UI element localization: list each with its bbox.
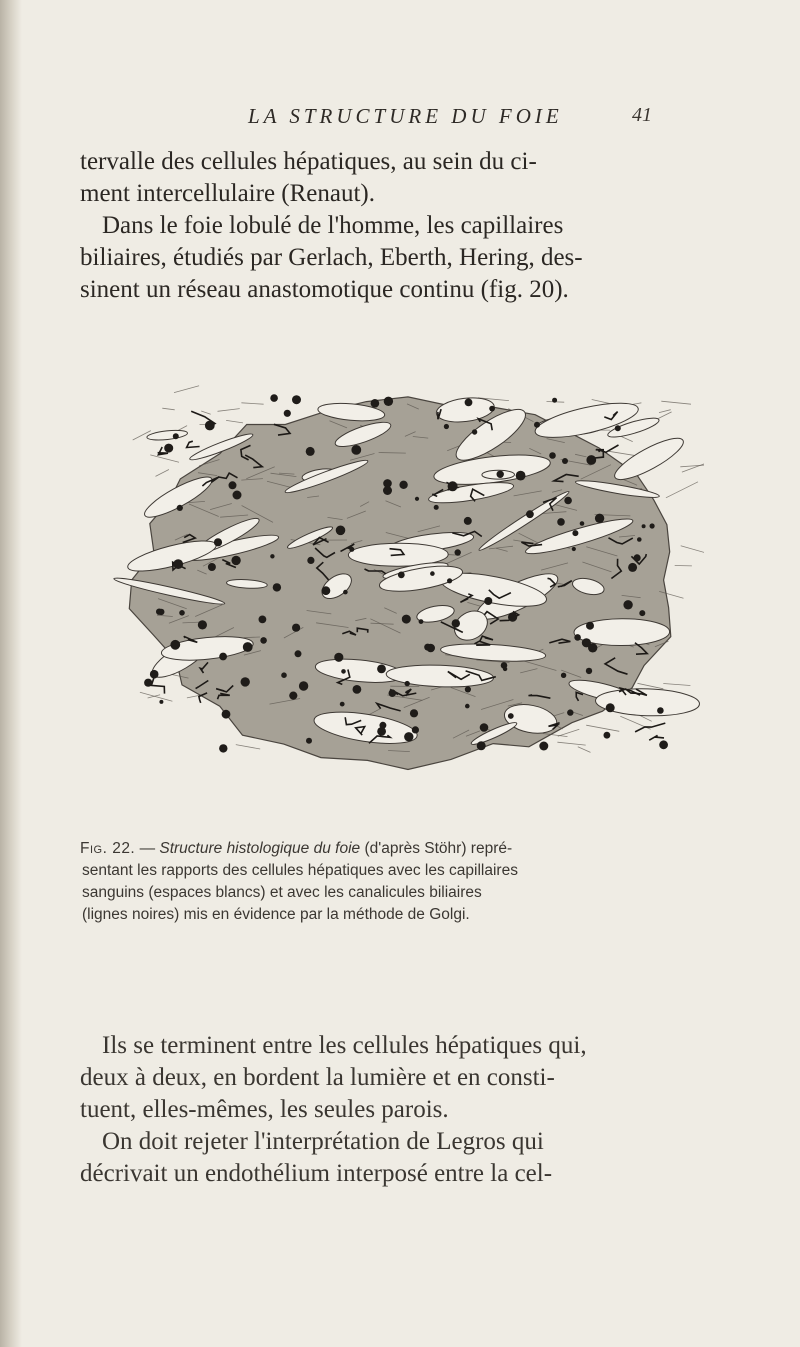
cell-nucleus bbox=[284, 410, 291, 417]
text-line: décrivait un endothélium interposé entre la cel- bbox=[80, 1160, 553, 1187]
cell-nucleus bbox=[508, 713, 514, 719]
cell-nucleus bbox=[615, 425, 621, 431]
hatch-line bbox=[150, 455, 179, 462]
text-line: deux à deux, en bordent la lumière et en consti- bbox=[80, 1064, 555, 1091]
cell-nucleus bbox=[484, 597, 492, 605]
cell-nucleus bbox=[444, 424, 449, 429]
cell-nucleus bbox=[526, 510, 534, 518]
histology-figure bbox=[112, 368, 704, 780]
cell-nucleus bbox=[650, 523, 655, 528]
cell-nucleus bbox=[383, 486, 392, 495]
cell-nucleus bbox=[657, 707, 664, 714]
bile-canaliculus bbox=[151, 678, 164, 694]
cell-nucleus bbox=[564, 497, 572, 505]
text-line: tuent, elles-mêmes, les seules parois. bbox=[80, 1096, 449, 1123]
cell-nucleus bbox=[399, 481, 407, 489]
cell-nucleus bbox=[659, 740, 668, 749]
hatch-line bbox=[666, 482, 698, 498]
cell-nucleus bbox=[219, 653, 227, 661]
hatch-line bbox=[681, 546, 704, 554]
cell-nucleus bbox=[412, 726, 419, 733]
hatch-line bbox=[661, 401, 691, 404]
text-line: Dans le foie lobulé de l'homme, les capillaires bbox=[102, 212, 564, 239]
cell-nucleus bbox=[419, 619, 424, 624]
cell-nucleus bbox=[465, 686, 471, 692]
cell-nucleus bbox=[150, 670, 159, 679]
cell-nucleus bbox=[159, 700, 163, 704]
hatch-line bbox=[162, 408, 174, 410]
cell-nucleus bbox=[398, 572, 405, 579]
page-binding-edge bbox=[0, 0, 22, 1347]
cell-nucleus bbox=[637, 537, 642, 542]
hatch-line bbox=[637, 683, 663, 689]
hatch-line bbox=[218, 409, 240, 412]
cell-nucleus bbox=[539, 742, 548, 751]
paragraph-bottom bbox=[80, 1030, 730, 1190]
cell-nucleus bbox=[343, 590, 348, 595]
cell-nucleus bbox=[205, 421, 215, 431]
cell-nucleus bbox=[561, 673, 566, 678]
cell-nucleus bbox=[410, 709, 418, 717]
cell-nucleus bbox=[634, 554, 641, 561]
cell-nucleus bbox=[586, 668, 592, 674]
cell-nucleus bbox=[164, 444, 173, 453]
cell-nucleus bbox=[233, 491, 242, 500]
cell-nucleus bbox=[229, 481, 237, 489]
cell-nucleus bbox=[307, 557, 314, 564]
cell-nucleus bbox=[405, 681, 410, 686]
cell-nucleus bbox=[353, 685, 362, 694]
cell-nucleus bbox=[295, 650, 302, 657]
cell-nucleus bbox=[270, 394, 278, 402]
cell-nucleus bbox=[273, 583, 281, 591]
cell-nucleus bbox=[158, 609, 164, 615]
cell-nucleus bbox=[219, 744, 227, 752]
hatch-line bbox=[557, 742, 585, 745]
cell-nucleus bbox=[384, 397, 393, 406]
cell-nucleus bbox=[241, 677, 250, 686]
cell-nucleus bbox=[516, 471, 526, 481]
cell-nucleus bbox=[580, 521, 585, 526]
cell-nucleus bbox=[642, 524, 646, 528]
hatch-line bbox=[140, 692, 173, 701]
cell-nucleus bbox=[582, 638, 591, 647]
cell-nucleus bbox=[508, 613, 517, 622]
cell-nucleus bbox=[497, 471, 504, 478]
cell-nucleus bbox=[198, 620, 207, 629]
cell-nucleus bbox=[452, 619, 460, 627]
cell-nucleus bbox=[299, 681, 308, 690]
hatch-line bbox=[659, 410, 671, 413]
hatch-line bbox=[682, 463, 704, 472]
cell-nucleus bbox=[243, 642, 253, 652]
cell-nucleus bbox=[231, 556, 240, 565]
capillary-space bbox=[532, 396, 641, 444]
cell-nucleus bbox=[292, 624, 300, 632]
cell-nucleus bbox=[586, 455, 596, 465]
cell-nucleus bbox=[434, 505, 439, 510]
cell-nucleus bbox=[340, 702, 345, 707]
caption-text: (d'après Stöhr) repré- bbox=[364, 840, 513, 857]
cell-nucleus bbox=[465, 399, 473, 407]
cell-nucleus bbox=[289, 692, 297, 700]
bile-canaliculus bbox=[187, 441, 200, 447]
cell-nucleus bbox=[549, 452, 556, 459]
cell-nucleus bbox=[572, 530, 578, 536]
hatch-line bbox=[156, 470, 169, 477]
hatch-line bbox=[578, 747, 591, 753]
cell-nucleus bbox=[404, 732, 413, 741]
cell-nucleus bbox=[270, 554, 274, 558]
cell-nucleus bbox=[281, 672, 287, 678]
caption-line: sentant les rapports des cellules hépatiques avec les capillaires bbox=[82, 862, 518, 879]
cell-nucleus bbox=[177, 505, 183, 511]
hatch-line bbox=[241, 403, 263, 404]
capillary-space bbox=[610, 431, 688, 486]
cell-nucleus bbox=[455, 549, 461, 555]
capillary-space bbox=[146, 429, 187, 442]
cell-nucleus bbox=[606, 703, 615, 712]
cell-nucleus bbox=[574, 634, 581, 641]
cell-nucleus bbox=[208, 563, 216, 571]
hatch-line bbox=[236, 745, 260, 749]
text-line: On doit rejeter l'interprétation de Legros qui bbox=[102, 1128, 544, 1155]
cell-nucleus bbox=[424, 644, 431, 651]
caption-line: sanguins (espaces blancs) et avec les canalicules biliaires bbox=[82, 884, 482, 901]
cell-nucleus bbox=[465, 704, 470, 709]
cell-nucleus bbox=[144, 679, 152, 687]
caption-dash: — bbox=[139, 840, 160, 857]
cell-nucleus bbox=[322, 586, 331, 595]
cell-nucleus bbox=[595, 514, 604, 523]
cell-nucleus bbox=[214, 538, 222, 546]
text-line: Ils se terminent entre les cellules hépatiques qui, bbox=[102, 1032, 587, 1059]
hatch-line bbox=[586, 725, 619, 731]
cell-nucleus bbox=[503, 667, 507, 671]
cell-nucleus bbox=[173, 559, 183, 569]
hatch-line bbox=[174, 386, 199, 393]
hatch-line bbox=[663, 684, 690, 686]
cell-nucleus bbox=[562, 458, 568, 464]
cell-nucleus bbox=[306, 738, 312, 744]
cell-nucleus bbox=[639, 610, 645, 616]
cell-nucleus bbox=[447, 578, 452, 583]
liver-tissue-illustration bbox=[112, 368, 704, 780]
cell-nucleus bbox=[448, 481, 458, 491]
cell-nucleus bbox=[552, 398, 557, 403]
caption-label: Fig. 22. bbox=[80, 840, 136, 857]
hatch-line bbox=[201, 411, 211, 414]
cell-nucleus bbox=[170, 640, 180, 650]
hatch-line bbox=[659, 412, 672, 419]
cell-nucleus bbox=[402, 615, 411, 624]
text-line: tervalle des cellules hépatiques, au sein du ci- bbox=[80, 148, 537, 175]
cell-nucleus bbox=[480, 723, 489, 732]
hatch-line bbox=[558, 729, 580, 736]
figure-caption bbox=[80, 838, 730, 926]
cell-nucleus bbox=[306, 447, 315, 456]
running-title: LA STRUCTURE DU FOIE bbox=[248, 104, 563, 128]
caption-line: (lignes noires) mis en évidence par la méthode de Golgi. bbox=[82, 906, 470, 923]
cell-nucleus bbox=[222, 710, 231, 719]
cell-nucleus bbox=[179, 610, 185, 616]
cell-nucleus bbox=[567, 709, 573, 715]
cell-nucleus bbox=[260, 637, 267, 644]
cell-nucleus bbox=[604, 732, 611, 739]
paragraph-top bbox=[80, 146, 730, 306]
cell-nucleus bbox=[572, 547, 576, 551]
cell-nucleus bbox=[292, 395, 301, 404]
text-line: ment intercellulaire (Renaut). bbox=[80, 180, 376, 207]
cell-nucleus bbox=[334, 653, 343, 662]
cell-nucleus bbox=[341, 669, 346, 674]
cell-nucleus bbox=[464, 517, 472, 525]
cell-nucleus bbox=[557, 518, 565, 526]
bile-canaliculus bbox=[598, 445, 618, 452]
bile-canaliculus bbox=[649, 735, 664, 740]
page-number: 41 bbox=[632, 104, 652, 126]
hatch-line bbox=[680, 465, 704, 467]
cell-nucleus bbox=[489, 406, 495, 412]
cell-nucleus bbox=[389, 689, 397, 697]
cell-nucleus bbox=[586, 622, 594, 630]
cell-nucleus bbox=[349, 547, 354, 552]
hatch-line bbox=[226, 420, 243, 423]
text-line: biliaires, étudiés par Gerlach, Eberth, Hering, des- bbox=[80, 244, 583, 271]
cell-nucleus bbox=[371, 399, 380, 408]
cell-nucleus bbox=[377, 665, 386, 674]
cell-nucleus bbox=[173, 433, 179, 439]
text-line: sinent un réseau anastomotique continu (fig. 20). bbox=[80, 276, 569, 303]
cell-nucleus bbox=[628, 563, 637, 572]
cell-nucleus bbox=[477, 741, 486, 750]
cell-nucleus bbox=[259, 616, 267, 624]
cell-nucleus bbox=[534, 422, 540, 428]
cell-nucleus bbox=[336, 526, 346, 536]
cell-nucleus bbox=[623, 600, 632, 609]
cell-nucleus bbox=[377, 727, 386, 736]
cell-nucleus bbox=[351, 445, 361, 455]
cell-nucleus bbox=[472, 429, 477, 434]
running-head bbox=[0, 104, 800, 136]
cell-nucleus bbox=[430, 571, 435, 576]
cell-nucleus bbox=[415, 497, 419, 501]
caption-title: Structure histologique du foie bbox=[159, 840, 361, 857]
capillary-space bbox=[595, 687, 700, 717]
